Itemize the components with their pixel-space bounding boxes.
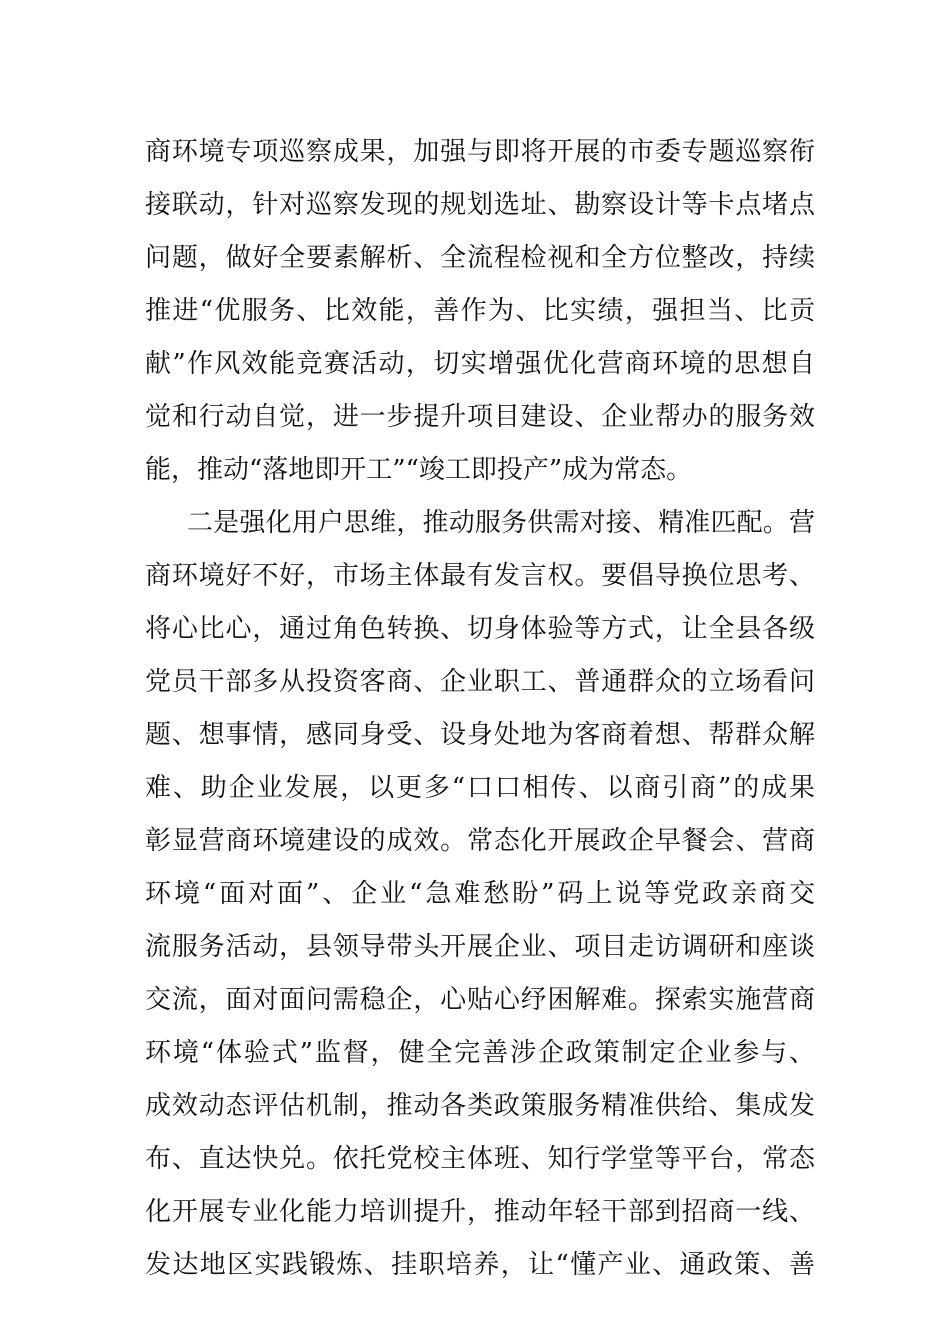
text-line: 推进“优服务、比效能，善作为、比实绩，强担当、比贡 [145, 296, 815, 326]
document-body [145, 126, 815, 1292]
text-line: 觉和行动自觉，进一步提升项目建设、企业帮办的服务效 [145, 402, 815, 432]
text-line: 难、助企业发展，以更多“口口相传、以商引商”的成果 [145, 773, 815, 803]
text-line: 交流，面对面问需稳企，心贴心纾困解难。探索实施营商 [145, 985, 815, 1015]
paragraph-end-line: 能，推动“落地即开工”“竣工即投产”成为常态。 [145, 455, 693, 485]
text-line: 环境“面对面”、企业“急难愁盼”码上说等党政亲商交 [145, 879, 815, 909]
text-line: 环境“体验式”监督，健全完善涉企政策制定企业参与、 [145, 1038, 815, 1068]
text-line: 彰显营商环境建设的成效。常态化开展政企早餐会、营商 [145, 826, 815, 856]
text-line: 将心比心，通过角色转换、切身体验等方式，让全县各级 [145, 614, 815, 644]
text-line: 问题，做好全要素解析、全流程检视和全方位整改，持续 [145, 243, 815, 273]
text-line: 成效动态评估机制，推动各类政策服务精准供给、集成发 [145, 1091, 815, 1121]
text-line: 党员干部多从投资客商、企业职工、普通群众的立场看问 [145, 667, 815, 697]
text-line: 接联动，针对巡察发现的规划选址、勘察设计等卡点堵点 [145, 190, 815, 220]
text-line: 流服务活动，县领导带头开展企业、项目走访调研和座谈 [145, 932, 815, 962]
text-line: 商环境好不好，市场主体最有发言权。要倡导换位思考、 [145, 561, 815, 591]
text-line: 题、想事情，感同身受、设身处地为客商着想、帮群众解 [145, 720, 815, 750]
paragraph-start-line: 二是强化用户思维，推动服务供需对接、精准匹配。营 [187, 508, 815, 538]
text-line: 献”作风效能竞赛活动，切实增强优化营商环境的思想自 [145, 349, 815, 379]
text-line: 商环境专项巡察成果，加强与即将开展的市委专题巡察衔 [145, 137, 815, 167]
text-line: 发达地区实践锻炼、挂职培养，让“懂产业、通政策、善 [145, 1250, 815, 1280]
text-line: 化开展专业化能力培训提升，推动年轻干部到招商一线、 [145, 1197, 815, 1227]
text-line: 布、直达快兑。依托党校主体班、知行学堂等平台，常态 [145, 1144, 815, 1174]
